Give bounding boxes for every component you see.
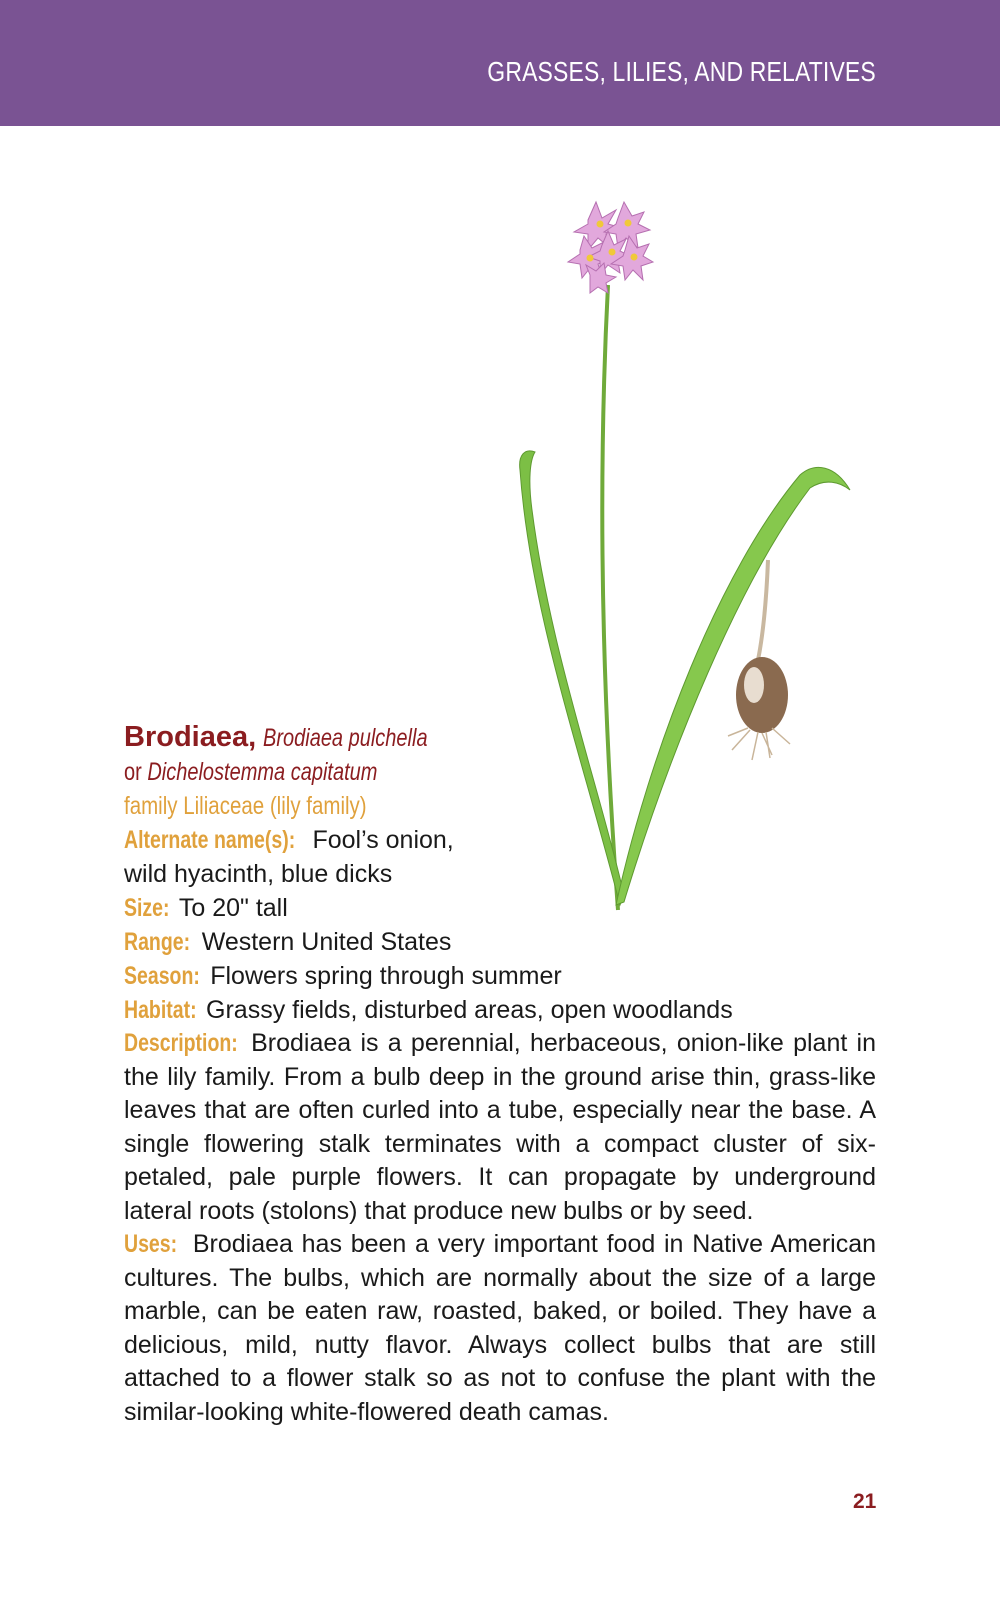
- alternate-names-value-1: Fool’s onion,: [312, 826, 454, 854]
- description-label: Description:: [124, 1029, 238, 1057]
- scientific-name-alternate: Dichelostemma capitatum: [147, 758, 378, 786]
- alternate-names-label: Alternate name(s):: [124, 826, 296, 854]
- common-name: Brodiaea,: [124, 721, 257, 753]
- description-value: Brodiaea is a perennial, herbaceous, onion-like plant in the lily family. From a bulb deep in the ground arise thin, grass-like leaves that are often curled into a tube, especially near the base. A single flowering stalk terminates with a compact cluster of six-petaled, pale purple flowers. It can propagate by underground lateral roots (stolons) that produce new bulbs or by seed.: [124, 1029, 876, 1225]
- range-label: Range:: [124, 928, 191, 956]
- season-value: Flowers spring through summer: [210, 962, 562, 990]
- uses-field: [124, 1228, 876, 1429]
- uses-label: Uses:: [124, 1230, 178, 1258]
- plant-entry: [124, 720, 876, 1429]
- habitat-label: Habitat:: [124, 996, 197, 1024]
- range-value: Western United States: [201, 928, 452, 956]
- size-label: Size:: [124, 894, 170, 922]
- page-number: 21: [853, 1490, 877, 1513]
- or-label: or: [124, 758, 142, 786]
- range-field: [124, 925, 876, 959]
- season-field: [124, 959, 876, 993]
- habitat-value: Grassy fields, disturbed areas, open woodlands: [206, 996, 733, 1024]
- alternate-names-value-2: wild hyacinth, blue dicks: [124, 860, 393, 888]
- alternate-names-field: [124, 823, 876, 857]
- family-line: [124, 789, 876, 823]
- name-line: [124, 720, 876, 755]
- alternate-names-continued: [124, 857, 876, 891]
- family-name: family Liliaceae (lily family): [124, 792, 367, 820]
- habitat-field: [124, 993, 876, 1027]
- section-title: GRASSES, LILIES, AND RELATIVES: [487, 56, 876, 87]
- alt-scientific-line: [124, 755, 876, 789]
- size-value: To 20" tall: [178, 894, 288, 922]
- section-header-bar: [0, 0, 1000, 126]
- uses-value: Brodiaea has been a very important food in Native American cultures. The bulbs, which are normally about the size of a large marble, can be eaten raw, roasted, baked, or boiled. They have a delicious, mild, nutty flavor. Always collect bulbs that are still attached to a flower stalk so as not to confuse the plant with the similar-looking white-flowered death camas.: [124, 1230, 877, 1426]
- size-field: [124, 891, 876, 925]
- flower-cluster: [568, 202, 653, 293]
- season-label: Season:: [124, 962, 200, 990]
- scientific-name-primary: Brodiaea pulchella: [263, 724, 428, 752]
- description-field: [124, 1027, 876, 1228]
